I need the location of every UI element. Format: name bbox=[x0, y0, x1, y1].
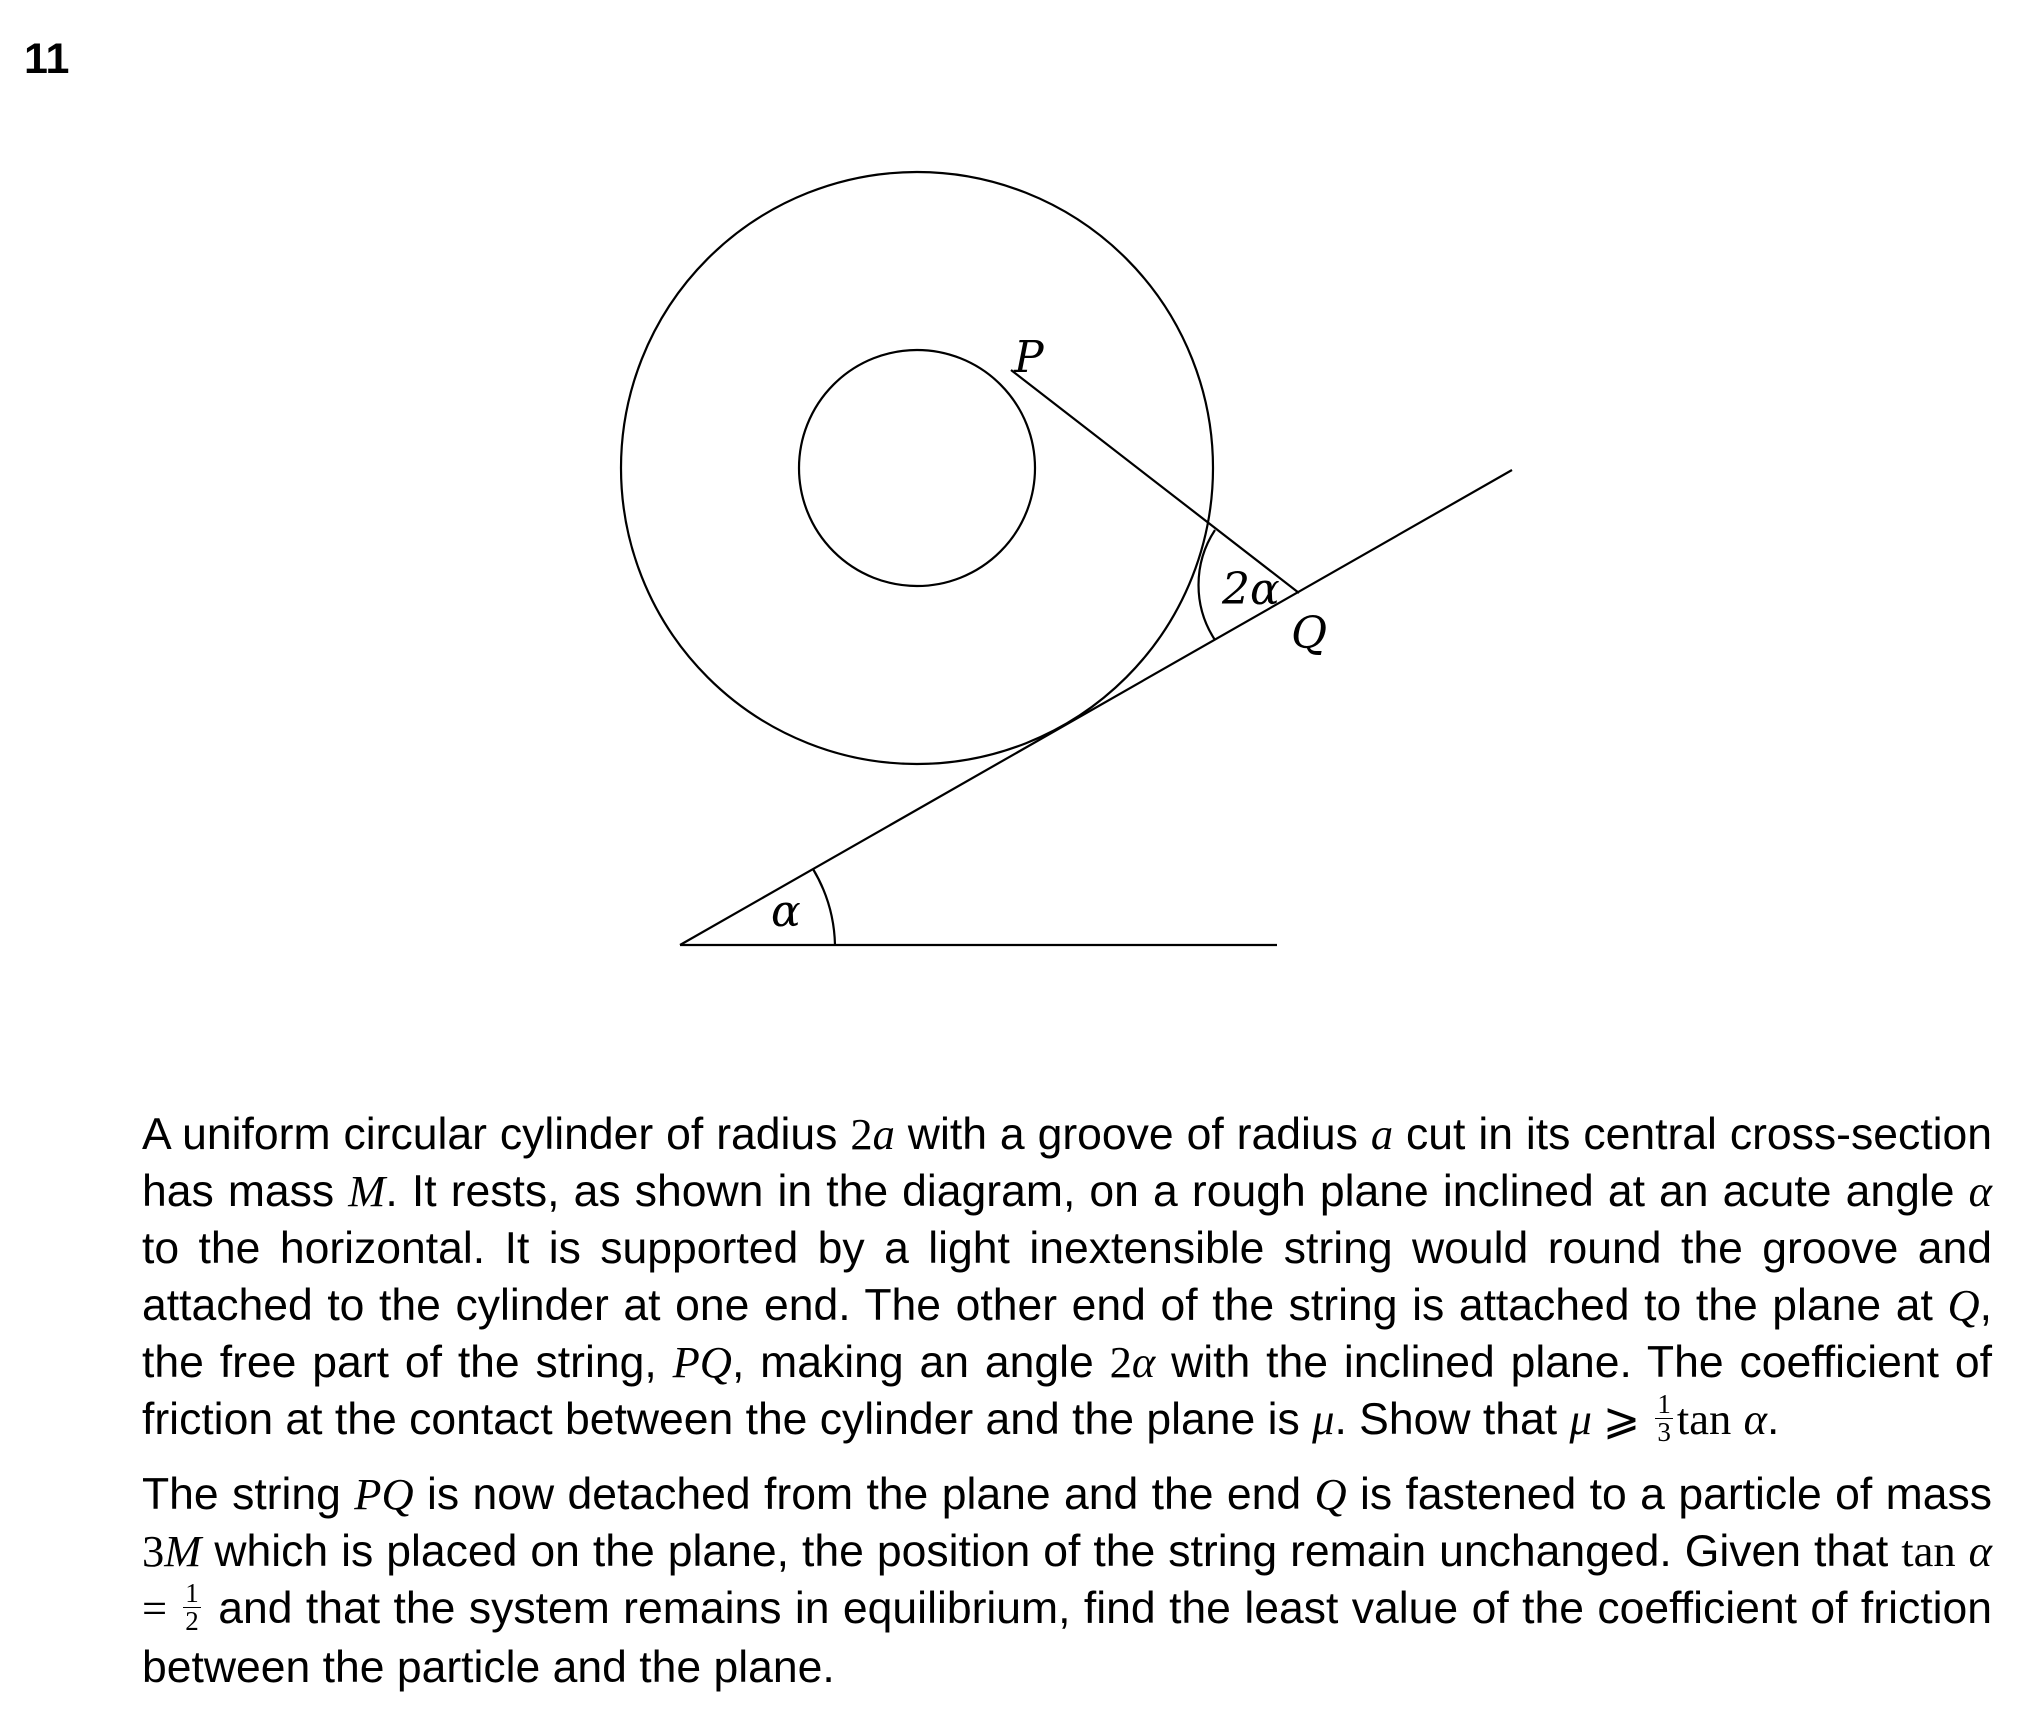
question-text bbox=[142, 1106, 1992, 1696]
fraction-one-third: $\frac{1}{3}$ bbox=[1657, 1388, 1671, 1447]
question-number: 11 bbox=[24, 35, 70, 83]
paragraph-part-two: The string PQ is now detached from the plane and the end Q is fastened to a particle of mass 3M which is placed on the plane, the position of the string remain unchanged. Given that tan α = $\frac{1}{2}$ and that the system remains in equilibrium, find the least value of the coefficient of friction between the particle and the plane. bbox=[142, 1468, 1992, 1692]
label-angle-alpha: α bbox=[771, 886, 801, 937]
paragraph-part-one: A uniform circular cylinder of radius 2a with a groove of radius a cut in its central cross-section has mass M. It rests, as shown in the diagram, on a rough plane inclined at an acute angle α to the horizontal. It is supported by a light inextensible string would round the groove and attached to the cylinder at one end. The other end of the string is attached to the plane at Q, the free part of the string, PQ, making an angle 2α with the inclined plane. The coefficient of friction at the contact between the cylinder and the plane is μ. Show that μ ⩾ $\frac{1}{3}$ tan α. bbox=[142, 1109, 1993, 1447]
outer-cylinder-circle bbox=[621, 172, 1213, 764]
label-angle-two-alpha: 2α bbox=[1222, 564, 1280, 615]
angle-alpha-arc bbox=[813, 869, 835, 945]
label-p: P bbox=[1014, 332, 1044, 383]
label-q: Q bbox=[1291, 608, 1328, 659]
inclined-plane-line bbox=[680, 470, 1512, 945]
inner-groove-circle bbox=[799, 350, 1035, 586]
angle-two-alpha-arc bbox=[1199, 530, 1215, 640]
string-pq-line bbox=[1011, 370, 1299, 593]
fraction-one-half: $\frac{1}{2}$ bbox=[185, 1577, 199, 1636]
